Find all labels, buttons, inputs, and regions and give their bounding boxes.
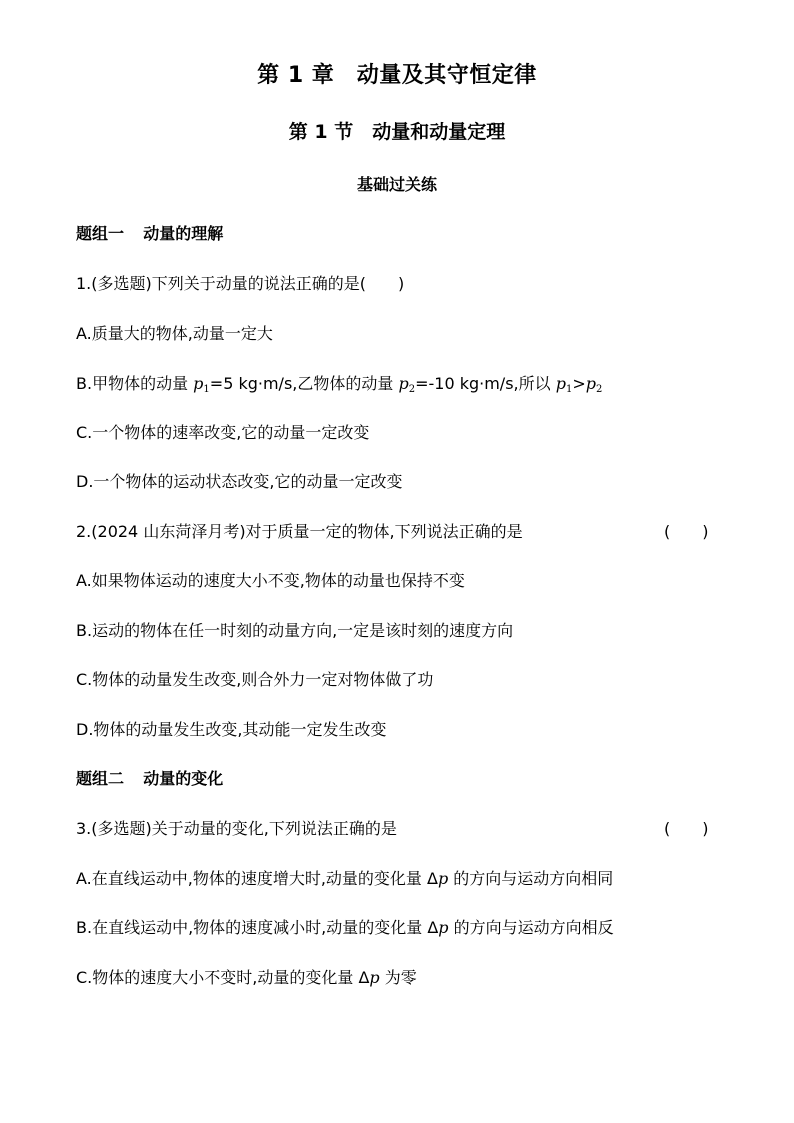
group-heading-2 (76, 768, 223, 790)
q1-b-mid2: =-10 kg·m/s,所以 (415, 374, 556, 393)
question-2-option-c: C.物体的动量发生改变,则合外力一定对物体做了功 (76, 670, 434, 689)
q1-b-p2-symbol: $p_2$ (398, 374, 416, 395)
q3-c-delta-symbol: Δ (358, 968, 370, 987)
q1-b-p1-symbol: $p_1$ (193, 374, 210, 395)
group-heading-1-label: 题组一 (76, 224, 125, 243)
question-2-option-d: D.物体的动量发生改变,其动能一定发生改变 (76, 720, 387, 739)
question-1-option-c: C.一个物体的速率改变,它的动量一定改变 (76, 423, 370, 442)
q1-b-compare-p1: $p_1$ (555, 374, 573, 395)
question-2-option-a: A.如果物体运动的速度大小不变,物体的动量也保持不变 (76, 571, 465, 590)
question-3-option-a: A.在直线运动中,物体的速度增大时,动量的变化量 Δp 的方向与运动方向相同 (76, 869, 614, 888)
question-1-option-a: A.质量大的物体,动量一定大 (76, 324, 273, 343)
question-1-option-b (76, 373, 602, 401)
q1-b-greater-than: > (572, 374, 586, 393)
question-2-stem: 2.(2024 山东菏泽月考)对于质量一定的物体,下列说法正确的是 (76, 522, 523, 541)
chapter-title: 第 1 章 动量及其守恒定律 (257, 63, 537, 88)
question-3-stem: 3.(多选题)关于动量的变化,下列说法正确的是 (76, 819, 397, 838)
subsection-title: 基础过关练 (356, 175, 437, 194)
q1-b-mid1: =5 kg·m/s,乙物体的动量 (209, 374, 399, 393)
question-1-stem: 1.(多选题)下列关于动量的说法正确的是( ) (76, 274, 405, 293)
question-1-option-d: D.一个物体的运动状态改变,它的动量一定改变 (76, 472, 403, 491)
q3-b-p-symbol: p (438, 918, 449, 937)
q3-b-delta-symbol: Δ (427, 918, 439, 937)
q3-a-p-symbol: p (437, 869, 449, 888)
q3-c-p-symbol: p (369, 968, 380, 987)
group-heading-2-topic: 动量的变化 (143, 769, 224, 788)
section-title: 第 1 节 动量和动量定理 (288, 121, 506, 143)
question-2-option-b: B.运动的物体在任一时刻的动量方向,一定是该时刻的速度方向 (76, 621, 514, 640)
question-3-option-b: B.在直线运动中,物体的速度减小时,动量的变化量 Δp 的方向与运动方向相反 (76, 918, 614, 937)
q1-b-compare-p2: $p_2$ (585, 374, 603, 395)
q3-a-delta-symbol: Δ (427, 869, 438, 888)
question-2-answer-bracket: ( ) (664, 522, 709, 541)
group-heading-2-label: 题组二 (76, 769, 125, 788)
question-3-option-c: C.物体的速度大小不变时,动量的变化量 Δp 为零 (76, 968, 417, 987)
q1-b-prefix: B.甲物体的动量 (76, 374, 194, 393)
group-heading-1 (76, 223, 223, 245)
question-3-answer-bracket: ( ) (664, 819, 709, 838)
group-heading-1-topic: 动量的理解 (143, 224, 224, 243)
